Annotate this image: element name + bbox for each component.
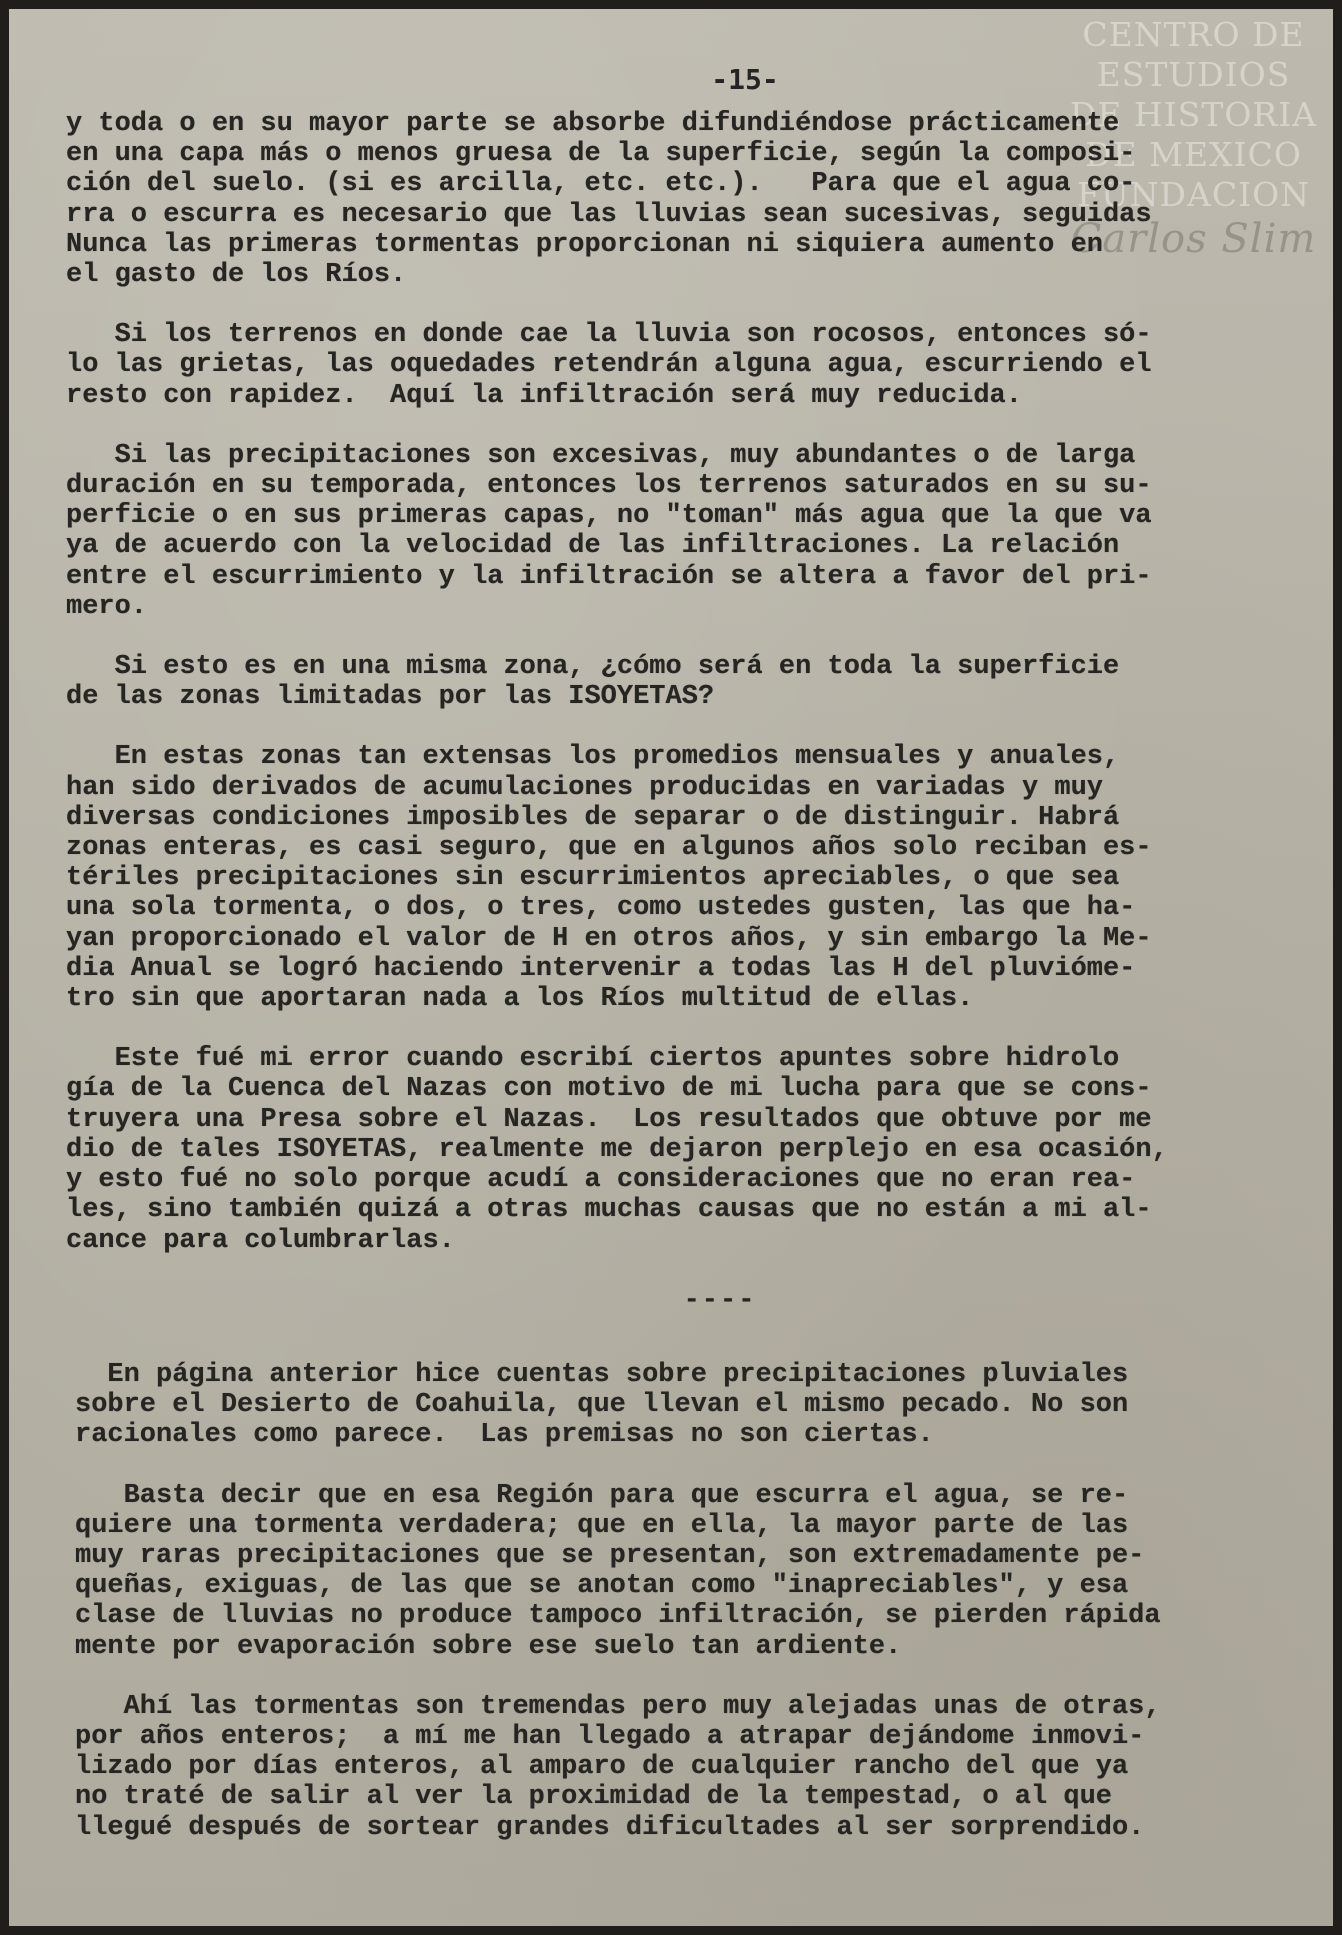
text-line: ción del suelo. (si es arcilla, etc. etc.). Para que el agua co-: [66, 169, 1136, 200]
text-line: en una capa más o menos gruesa de la superficie, según la composi-: [66, 139, 1136, 170]
text-line: perficie o en sus primeras capas, no "toman" más agua que la que va: [66, 501, 1152, 532]
text-line: y esto fué no solo porque acudí a consideraciones que no eran rea-: [66, 1165, 1136, 1196]
paragraph: [9, 441, 1342, 622]
text-line: zonas enteras, es casi seguro, que en algunos años solo reciban es-: [66, 833, 1152, 864]
text-line: muy raras precipitaciones que se presentan, son extremadamente pe-: [75, 1540, 1145, 1571]
page-number: -15-: [711, 63, 779, 96]
text-line: diversas condiciones imposibles de separar o de distinguir. Habrá: [66, 802, 1120, 833]
text-line: mente por evaporación sobre ese suelo tan ardiente.: [75, 1631, 902, 1662]
text-line: han sido derivados de acumulaciones producidas en variadas y muy: [66, 772, 1103, 803]
text-line: dia Anual se logró haciendo intervenir a todas las H del pluvióme-: [66, 953, 1136, 984]
text-line: clase de lluvias no produce tampoco infiltración, se pierden rápida: [75, 1601, 1161, 1632]
text-line: no traté de salir al ver la proximidad de la tempestad, o al que: [75, 1782, 1112, 1813]
text-line: racionales como parece. Las premisas no son ciertas.: [75, 1420, 934, 1451]
text-line: por años enteros; a mí me han llegado a atrapar dejándome inmovi-: [75, 1721, 1145, 1752]
text-line: llegué después de sortear grandes dificultades al ser sorprendido.: [75, 1812, 1145, 1843]
text-line: cance para columbrarlas.: [66, 1225, 455, 1256]
paragraph: [9, 652, 1342, 712]
stamp-line: CENTRO DE: [1082, 15, 1305, 54]
paragraph: [9, 1692, 1342, 1843]
text-line: dio de tales ISOYETAS, realmente me dejaron perplejo en esa ocasión,: [66, 1134, 1168, 1165]
text-line: Este fué mi error cuando escribí ciertos apuntes sobre hidrolo: [66, 1044, 1120, 1075]
text-line: el gasto de los Ríos.: [66, 260, 407, 291]
stamp-line: DE MEXICO: [1085, 135, 1302, 174]
stamp-line: ESTUDIOS: [1096, 55, 1291, 94]
text-line: yan proporcionado el valor de H en otros años, y sin embargo la Me-: [66, 923, 1152, 954]
text-line: En estas zonas tan extensas los promedios mensuales y anuales,: [66, 742, 1120, 773]
paragraph: [9, 1360, 1342, 1451]
text-line: lizado por días enteros, al amparo de cualquier rancho del que ya: [75, 1752, 1129, 1783]
text-line: truyera una Presa sobre el Nazas. Los resultados que obtuve por me: [66, 1104, 1152, 1135]
text-line: Si los terrenos en donde cae la lluvia son rocosos, entonces só-: [66, 320, 1152, 351]
text-line: entre el escurrimiento y la infiltración se altera a favor del pri-: [66, 561, 1152, 592]
stamp-line: DE HISTORIA: [1069, 95, 1318, 134]
text-line: tro sin que aportaran nada a los Ríos multitud de ellas.: [66, 984, 974, 1015]
text-line: gía de la Cuenca del Nazas con motivo de mi lucha para que se cons-: [66, 1074, 1152, 1105]
text-line: Basta decir que en esa Región para que escurra el agua, se re-: [75, 1480, 1129, 1511]
paragraph: [9, 1044, 1342, 1255]
text-line: mero.: [66, 591, 148, 622]
text-line: Si las precipitaciones son excesivas, muy abundantes o de larga: [66, 440, 1136, 471]
text-line: resto con rapidez. Aquí la infiltración será muy reducida.: [66, 380, 1022, 411]
text-line: Nunca las primeras tormentas proporcionan ni siquiera aumento en: [66, 229, 1103, 260]
section-separator: ----: [683, 1285, 757, 1316]
text-line: ya de acuerdo con la velocidad de las infiltraciones. La relación: [66, 531, 1120, 562]
stamp-line: FUNDACION: [1076, 175, 1311, 214]
text-line: les, sino también quizá a otras muchas causas que no están a mi al-: [66, 1195, 1152, 1226]
text-line: En página anterior hice cuentas sobre precipitaciones pluviales: [75, 1359, 1129, 1390]
paragraph: [9, 742, 1342, 1014]
text-line: de las zonas limitadas por las ISOYETAS?: [66, 682, 715, 713]
stamp-signature: Carlos Slim: [1070, 216, 1317, 262]
text-line: una sola tormenta, o dos, o tres, como ustedes gusten, las que ha-: [66, 893, 1136, 924]
text-line: queñas, exiguas, de las que se anotan como "inapreciables", y esa: [75, 1571, 1129, 1602]
text-line: y toda o en su mayor parte se absorbe difundiéndose prácticamente: [66, 109, 1120, 139]
text-line: sobre el Desierto de Coahuila, que llevan el mismo pecado. No son: [75, 1390, 1129, 1421]
typewritten-body: [9, 109, 1342, 1873]
text-line: Si esto es en una misma zona, ¿cómo será en toda la superficie: [66, 652, 1120, 683]
paragraph: [9, 320, 1342, 411]
text-line: tériles precipitaciones sin escurrimientos apreciables, o que sea: [66, 863, 1120, 894]
text-line: duración en su temporada, entonces los terrenos saturados en su su-: [66, 471, 1152, 502]
text-line: rra o escurra es necesario que las lluvias sean sucesivas, seguidas: [66, 199, 1152, 230]
text-line: lo las grietas, las oquedades retendrán alguna agua, escurriendo el: [66, 350, 1152, 381]
paragraph: [9, 109, 1342, 290]
paragraph: [9, 1481, 1342, 1662]
text-line: quiere una tormenta verdadera; que en ella, la mayor parte de las: [75, 1510, 1129, 1541]
text-line: Ahí las tormentas son tremendas pero muy alejadas unas de otras,: [75, 1691, 1161, 1722]
